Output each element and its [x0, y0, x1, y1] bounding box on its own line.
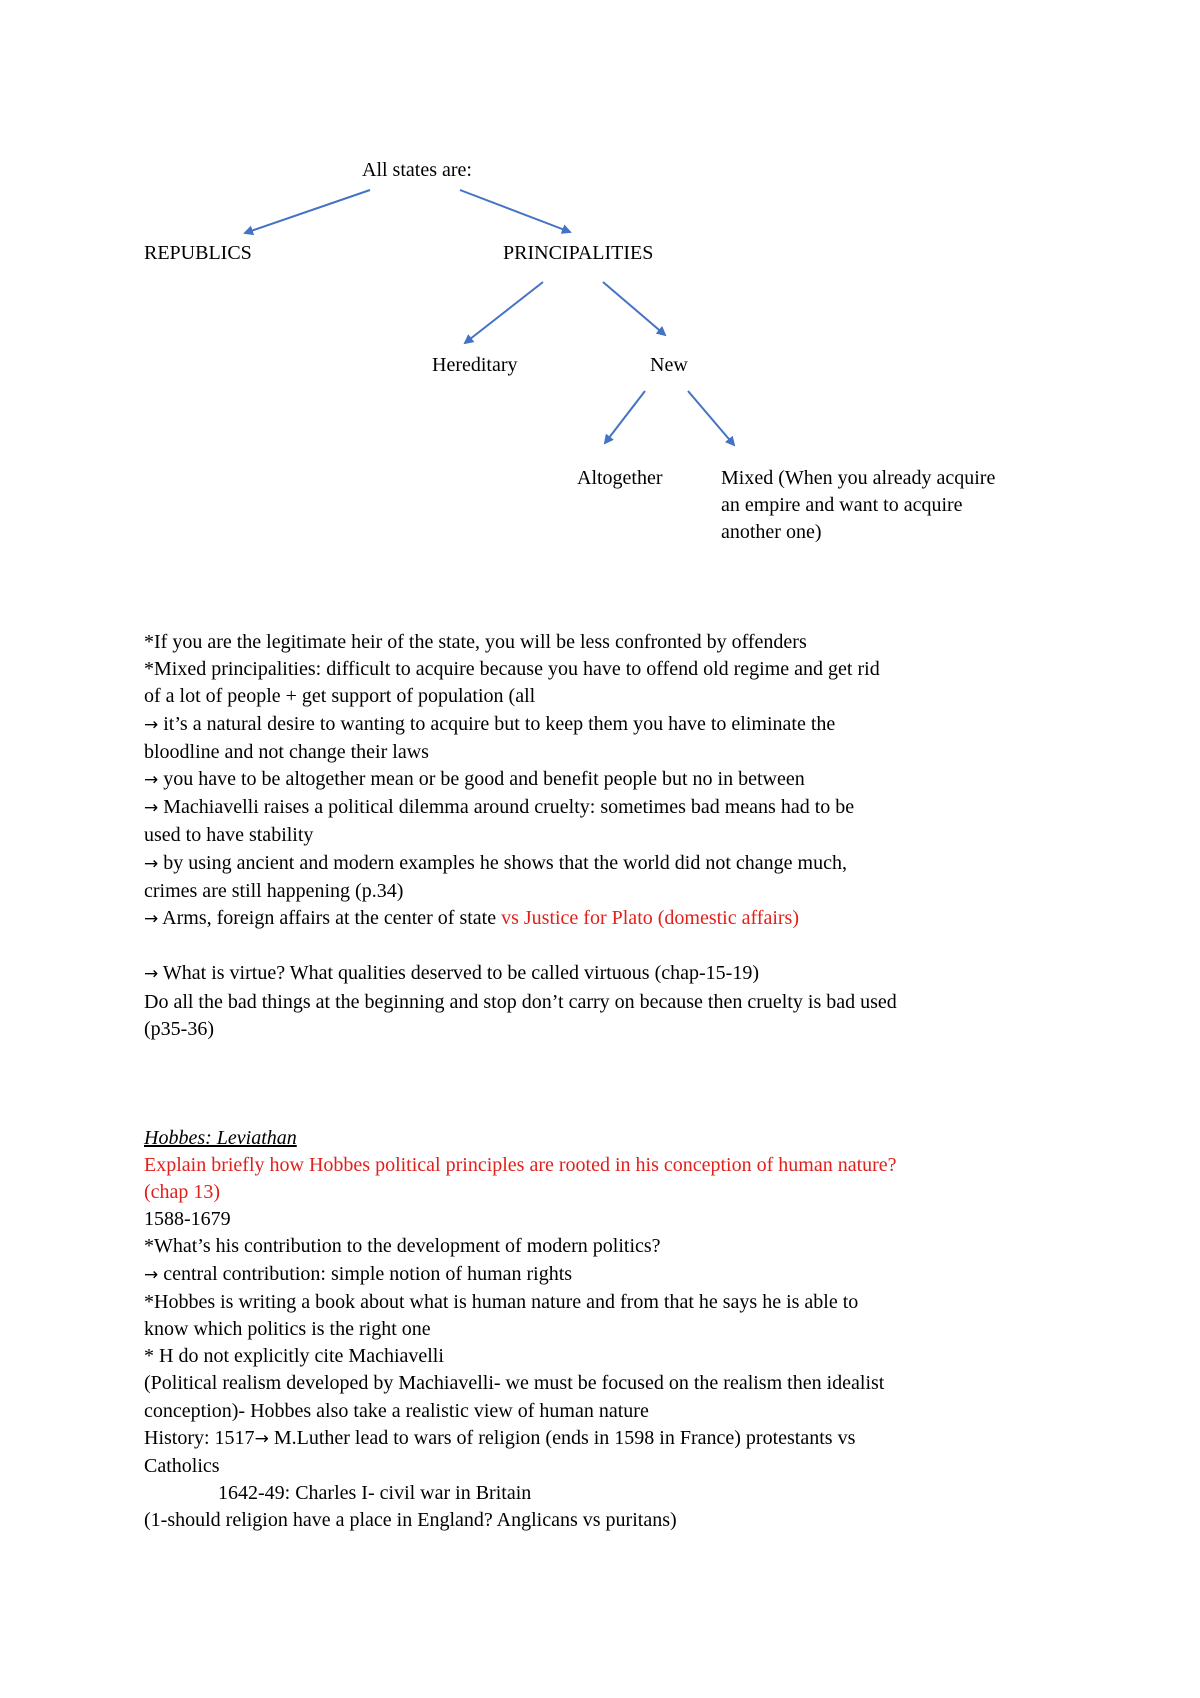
note-line: Catholics — [144, 1455, 220, 1478]
note-line: know which politics is the right one — [144, 1318, 431, 1341]
spacer — [144, 1043, 1074, 1070]
note-line: *What’s his contribution to the development of modern politics? — [144, 1235, 661, 1258]
diagram-altogether: Altogether — [577, 467, 663, 489]
note-line: → Machiavelli raises a political dilemma around cruelty: sometimes bad means had to be — [144, 796, 855, 819]
spacer — [144, 933, 1074, 960]
arrow-right-icon: → — [144, 798, 159, 819]
note-line: → Arms, foreign affairs at the center of state vs Justice for Plato (domestic affairs) — [144, 907, 799, 930]
arrow-right-icon: → — [144, 770, 159, 791]
arrow-right-icon: → — [144, 1264, 159, 1285]
diagram-republics: REPUBLICS — [144, 242, 252, 264]
diagram-root: All states are: — [362, 159, 472, 181]
arrow-right-icon: → — [144, 964, 159, 985]
arrow-root-to-principalities — [460, 190, 570, 232]
arrow-right-icon: → — [144, 853, 159, 874]
arrow-right-icon: → — [144, 909, 159, 930]
arrow-principalities-to-hereditary — [465, 282, 543, 343]
note-highlight-red: vs Justice for Plato (domestic affairs) — [501, 907, 799, 930]
diagram-new: New — [650, 354, 688, 376]
note-line: (1-should religion have a place in England? Anglicans vs puritans) — [144, 1509, 677, 1532]
note-line: 1588-1679 — [144, 1208, 231, 1231]
notes-body — [144, 629, 1074, 1535]
arrow-principalities-to-new — [603, 282, 665, 335]
spacer — [144, 1070, 1074, 1097]
diagram-principalities: PRINCIPALITIES — [503, 242, 654, 264]
arrow-right-icon: → — [254, 1428, 269, 1449]
arrow-new-to-altogether — [605, 391, 645, 443]
note-line: *Hobbes is writing a book about what is human nature and from that he says he is able to — [144, 1290, 859, 1313]
note-line: * H do not explicitly cite Machiavelli — [144, 1345, 444, 1368]
diagram-hereditary: Hereditary — [432, 354, 518, 376]
diagram-mixed-line-3: another one) — [721, 521, 822, 543]
note-line: History: 1517→ M.Luther lead to wars of religion (ends in 1598 in France) protestants vs — [144, 1426, 856, 1449]
note-line: of a lot of people + get support of population (all — [144, 685, 536, 708]
note-line: (Political realism developed by Machiavelli- we must be focused on the realism then idealist — [144, 1372, 885, 1395]
note-line: Do all the bad things at the beginning and stop don’t carry on because then cruelty is bad used — [144, 990, 897, 1013]
note-line: crimes are still happening (p.34) — [144, 879, 404, 902]
diagram-mixed-line-1: Mixed (When you already acquire — [721, 467, 996, 489]
question-line: Explain briefly how Hobbes political principles are rooted in his conception of human nature? — [144, 1153, 897, 1176]
note-line: conception)- Hobbes also take a realistic view of human nature — [144, 1399, 649, 1422]
question-line: (chap 13) — [144, 1181, 221, 1203]
note-line: (p35-36) — [144, 1017, 214, 1040]
note-line: → by using ancient and modern examples he shows that the world did not change much, — [144, 851, 847, 874]
arrow-right-icon: → — [144, 714, 159, 735]
note-line: 1642-49: Charles I- civil war in Britain — [218, 1482, 532, 1505]
section-heading: Hobbes: Leviathan — [144, 1126, 297, 1149]
note-line: bloodline and not change their laws — [144, 740, 429, 763]
arrow-root-to-republics — [245, 190, 370, 233]
diagram-mixed-line-2: an empire and want to acquire — [721, 494, 963, 516]
note-line: → it’s a natural desire to wanting to acquire but to keep them you have to eliminate the — [144, 712, 836, 735]
arrow-new-to-mixed — [688, 391, 734, 445]
note-line: → central contribution: simple notion of human rights — [144, 1262, 573, 1285]
note-line: → What is virtue? What qualities deserved to be called virtuous (chap-15-19) — [144, 962, 759, 985]
note-line: *If you are the legitimate heir of the state, you will be less confronted by offenders — [144, 631, 807, 653]
note-line: used to have stability — [144, 824, 314, 847]
note-line: → you have to be altogether mean or be good and benefit people but no in between — [144, 768, 805, 791]
spacer — [144, 1097, 1074, 1124]
note-line: *Mixed principalities: difficult to acquire because you have to offend old regime and get rid — [144, 658, 880, 681]
